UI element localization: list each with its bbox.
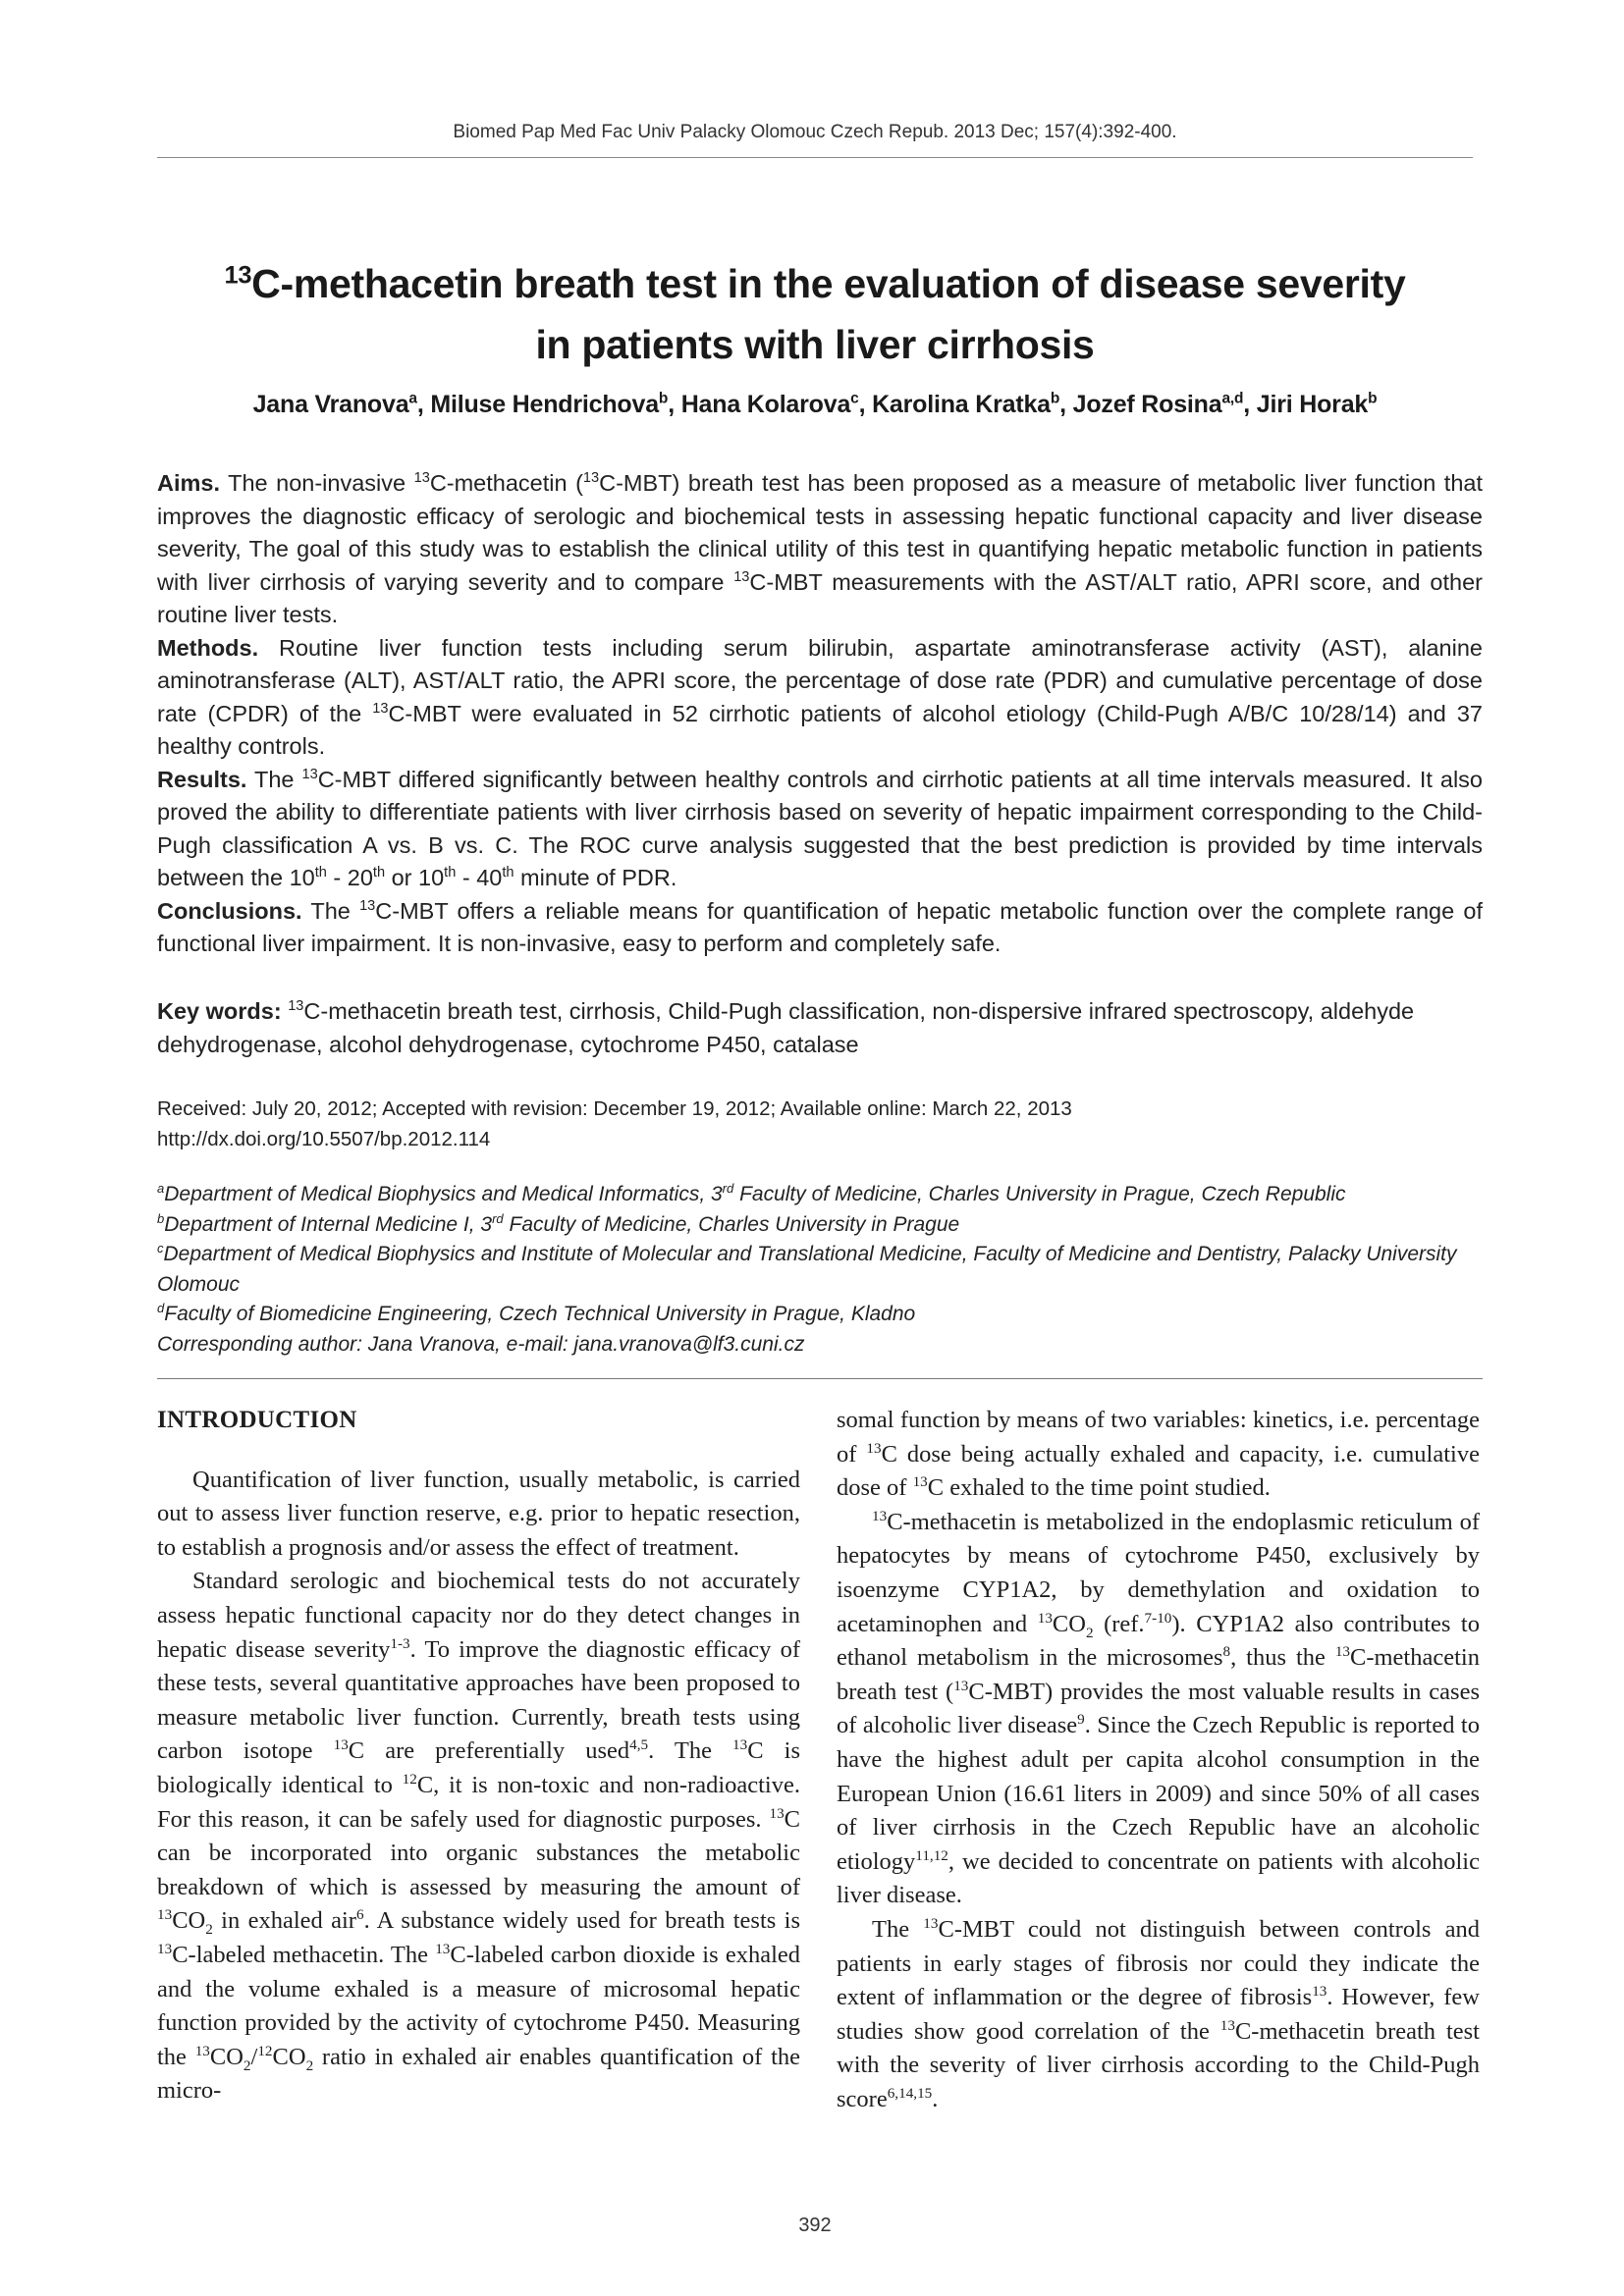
body-paragraph: The $^{13}$C-MBT could not distinguish between controls and patients in early stages of fibrosis nor could they indicate the extent of inflammation or the degree of fibrosis$^{13}$. However, few studies show good correlation of the $^{13}$C-methacetin breath test with the severity of liver cirrhosis according to the Child-Pugh score$^{6,14,15}$.: [837, 1914, 1480, 2112]
corresponding-author: Corresponding author: Jana Vranova, e-mail: jana.vranova@lf3.cuni.cz: [157, 1332, 805, 1356]
subscript: 2: [305, 2056, 314, 2074]
ordinal-superscript: rd: [722, 1181, 734, 1196]
body-paragraph: Quantification of liver function, usually metabolic, is carried out to assess liver function reserve, e.g. prior to hepatic resection, to establish a prognosis and/or assess the effect of treatment.: [157, 1466, 800, 1561]
body-paragraph: Standard serologic and biochemical tests do not accurately assess hepatic functional capacity nor do they detect changes in hepatic disease severity$^{1-3}$. To improve the diagnostic efficacy of these tests, several quantitative approaches have been proposed to measure metabolic liver function. Currently, breath tests using carbon isotope $^{13}$C are preferentially used$^{4,5}$. The $^{13}$C is biologically identical to $^{12}$C, it is non-toxic and non-radioactive. For this reason, it can be safely used for diagnostic purposes. $^{13}$C can be incorporated into organic substances the metabolic breakdown of which is assessed by measuring the amount of $^{13}CO_2$ in exhaled air$^6$. A substance widely used for breath tests is $^{13}$C-labeled methacetin. The $^{13}$C-labeled carbon dioxide is exhaled and the volume exhaled is a measure of microsomal hepatic function provided by the activity of cytochrome P450. Measuring the $^{13}CO_2/^{12}CO_2$ ratio in exhaled air enables quantification of the micro-: [157, 1568, 801, 2105]
affiliation-mark: b: [157, 1210, 165, 1226]
abstract-results: [157, 764, 1483, 895]
author-list: Jana Vranova$^a$, Miluse Hendrichova$^b$, Hana Kolarova$^c$, Karolina Kratka$^b$, Jozef Rosina$^{a,d}$, Jiri Horak$^b$: [252, 390, 1378, 418]
citation-superscript: 6: [355, 1906, 364, 1924]
abstract-methods: [157, 632, 1483, 764]
isotope-superscript: 12: [402, 1770, 417, 1788]
subscript: 2: [1085, 1624, 1094, 1641]
isotope-superscript: 13: [1037, 1609, 1053, 1627]
isotope-superscript: 12: [257, 2042, 273, 2059]
author-affiliation-mark: c: [850, 390, 859, 407]
affiliation-text: Faculty of Biomedicine Engineering, Czech Technical University in Prague, Kladno: [164, 1303, 916, 1325]
citation-superscript: 8: [1222, 1643, 1231, 1660]
isotope-superscript: 13: [733, 568, 750, 585]
affiliation-d: [157, 1300, 1483, 1330]
received-dates: Received: July 20, 2012; Accepted with revision: December 19, 2012; Available online: March 22, 2013: [157, 1097, 1072, 1120]
title-line-1: C-methacetin breath test in the evaluation of disease severity: [251, 261, 1406, 306]
body-column-left: [157, 1404, 800, 2109]
ordinal-superscript: rd: [492, 1210, 504, 1226]
abstract-text: - 20: [326, 865, 373, 890]
author-affiliation-mark: a: [408, 390, 417, 407]
aims-label: Aims.: [157, 470, 220, 496]
abstract-text: The: [301, 897, 360, 924]
abstract-conclusions: [157, 895, 1483, 961]
title-line-2: in patients with liver cirrhosis: [535, 322, 1095, 367]
title-isotope-superscript: 13: [224, 261, 252, 290]
isotope-superscript: 13: [732, 1736, 748, 1754]
doi-link[interactable]: http://dx.doi.org/10.5507/bp.2012.114: [157, 1128, 491, 1150]
isotope-superscript: 13: [288, 998, 304, 1015]
abstract-text: C-MBT measurements with the AST/ALT ratio, APRI score, and other routine liver tests.: [157, 568, 1483, 627]
citation-superscript: 9: [1077, 1711, 1085, 1729]
affiliation-mark: a: [157, 1181, 165, 1196]
isotope-superscript: 13: [1334, 1643, 1350, 1660]
author-affiliation-mark: b: [658, 390, 669, 407]
isotope-superscript: 13: [413, 470, 430, 487]
affiliations: [157, 1180, 1483, 1360]
author-name: Jiri Horak: [1256, 391, 1369, 418]
abstract-text: Routine liver function tests including serum bilirubin, aspartate aminotransferase activity (AST), alanine aminotransferase (ALT), AST/ALT ratio, the APRI score, the percentage of dose rate (PDR) and cumulative percentage of dose rate (CPDR) of the: [157, 634, 1483, 726]
affiliation-mark: d: [157, 1301, 165, 1315]
author-name: Jozef Rosina: [1072, 391, 1222, 418]
isotope-superscript: 13: [912, 1473, 928, 1491]
affiliation-mark: c: [157, 1241, 164, 1255]
isotope-superscript: 13: [435, 1940, 451, 1957]
running-head: Biomed Pap Med Fac Univ Palacky Olomouc Czech Repub. 2013 Dec; 157(4):392-400.: [453, 122, 1177, 142]
body-column-right: [837, 1404, 1480, 2116]
methods-label: Methods.: [157, 634, 259, 661]
isotope-superscript: 13: [157, 1906, 173, 1924]
author-name: Karolina Kratka: [872, 391, 1051, 418]
isotope-superscript: 13: [769, 1804, 785, 1822]
ordinal-superscript: th: [314, 865, 327, 881]
isotope-superscript: 13: [872, 1507, 888, 1524]
ordinal-superscript: th: [372, 865, 386, 881]
body-paragraph: $^{13}$C-methacetin is metabolized in the endoplasmic reticulum of hepatocytes by means of cytochrome P450, exclusively by isoenzyme CYP1A2, by demethylation and oxidation to acetaminophen and $^{13}CO_2$ (ref.$^{7-10}$). CYP1A2 also contributes to ethanol metabolism in the microsomes$^8$, thus the $^{13}$C-methacetin breath test ($^{13}$C-MBT) provides the most valuable results in cases of alcoholic liver disease$^9$. Since the Czech Republic is reported to have the highest adult per capita alcohol consumption in the European Union (16.61 liters in 2009) and since 50% of all cases of liver cirrhosis in the Czech Republic have an alcoholic etiology$^{11,12}$, we decided to concentrate on patients with alcoholic liver disease.: [837, 1507, 1481, 1909]
abstract-text: C-MBT differed significantly between healthy controls and cirrhotic patients at all time intervals measured. It also proved the ability to differentiate patients with liver cirrhosis based on severity of hepatic impairment corresponding to the Child-Pugh classification A vs. B vs. C. The ROC curve analysis suggested that the best prediction is provided by time intervals between the 10: [157, 766, 1483, 890]
abstract-text: The: [246, 766, 302, 792]
keywords: [157, 995, 1483, 1061]
isotope-superscript: 13: [582, 470, 600, 487]
isotope-superscript: 13: [866, 1439, 882, 1457]
affiliation-a: [157, 1180, 1483, 1210]
abstract-text: minute of PDR.: [514, 865, 677, 890]
abstract-text: C-MBT were evaluated in 52 cirrhotic patients of alcohol etiology (Child-Pugh A/B/C 10/28/14) and 37 healthy controls.: [157, 700, 1483, 759]
isotope-superscript: 13: [301, 766, 318, 782]
isotope-superscript: 13: [194, 2042, 210, 2059]
section-heading-introduction: INTRODUCTION: [157, 1407, 357, 1433]
section-rule: [157, 1378, 1483, 1379]
isotope-superscript: 13: [953, 1677, 969, 1694]
author-affiliation-mark: a,d: [1221, 390, 1244, 407]
affiliation-text: Faculty of Medicine, Charles University in Prague: [503, 1212, 960, 1236]
abstract-aims: [157, 467, 1483, 632]
keywords-label: Key words:: [157, 998, 282, 1024]
abstract-text: C-methacetin (: [429, 470, 583, 496]
isotope-superscript: 13: [157, 1940, 173, 1957]
citation-superscript: 13: [1312, 1982, 1327, 2000]
conclusions-label: Conclusions.: [157, 897, 302, 924]
abstract-text: or 10: [385, 865, 445, 890]
affiliation-text: Department of Internal Medicine I, 3: [164, 1212, 493, 1236]
affiliation-text: Department of Medical Biophysics and Medical Informatics, 3: [164, 1183, 723, 1205]
ordinal-superscript: th: [502, 865, 514, 881]
header-rule: [157, 157, 1473, 158]
author-name: Jana Vranova: [252, 391, 409, 418]
citation-superscript: 6,14,15: [887, 2084, 933, 2102]
results-label: Results.: [157, 766, 247, 792]
isotope-superscript: 13: [372, 700, 389, 717]
citation-superscript: 11,12: [915, 1846, 948, 1864]
author-affiliation-mark: b: [1368, 390, 1378, 407]
isotope-superscript: 13: [359, 897, 376, 914]
subscript: 2: [205, 1921, 213, 1939]
affiliation-text: Department of Medical Biophysics and Institute of Molecular and Translational Medicine, Faculty of Medicine and Dentistry, Palacky University Olomouc: [157, 1243, 1457, 1296]
keywords-text: C-methacetin breath test, cirrhosis, Child-Pugh classification, non-dispersive infrared spectroscopy, aldehyde dehydrogenase, alcohol dehydrogenase, cytochrome P450, catalase: [157, 998, 1415, 1057]
abstract-text: The non-invasive: [220, 470, 414, 496]
affiliation-c: [157, 1240, 1483, 1300]
affiliation-text: Faculty of Medicine, Charles University in Prague, Czech Republic: [733, 1183, 1346, 1205]
isotope-superscript: 13: [923, 1914, 939, 1932]
body-paragraph: somal function by means of two variables: kinetics, i.e. percentage of $^{13}$C dose being actually exhaled and capacity, i.e. cumulative dose of $^{13}$C exhaled to the time point studied.: [837, 1407, 1480, 1502]
publication-dates: [157, 1094, 1483, 1154]
citation-superscript: 1-3: [390, 1634, 410, 1652]
isotope-superscript: 13: [1219, 2016, 1235, 2034]
author-name: Miluse Hendrichova: [430, 391, 659, 418]
subscript: 2: [243, 2056, 251, 2074]
abstract-text: C-MBT) breath test has been proposed as a measure of metabolic liver function that improves the diagnostic efficacy of serologic and biochemical tests in assessing hepatic functional capacity and liver disease severity, The goal of this study was to establish the clinical utility of this test in quantifying hepatic metabolic function in patients with liver cirrhosis of varying severity and to compare: [157, 470, 1483, 595]
ordinal-superscript: th: [444, 865, 457, 881]
citation-superscript: 4,5: [629, 1736, 649, 1754]
page-number: 392: [798, 2215, 832, 2236]
abstract: [157, 467, 1483, 961]
author-affiliation-mark: b: [1050, 390, 1060, 407]
citation-superscript: 7-10: [1144, 1609, 1172, 1627]
abstract-text: C-MBT offers a reliable means for quantification of hepatic metabolic function over the complete range of functional liver impairment. It is non-invasive, easy to perform and completely safe.: [157, 897, 1483, 956]
isotope-superscript: 13: [333, 1736, 349, 1754]
article-title: [157, 253, 1473, 375]
abstract-text: - 40: [456, 865, 503, 890]
author-name: Hana Kolarova: [680, 391, 851, 418]
affiliation-b: [157, 1210, 1483, 1241]
